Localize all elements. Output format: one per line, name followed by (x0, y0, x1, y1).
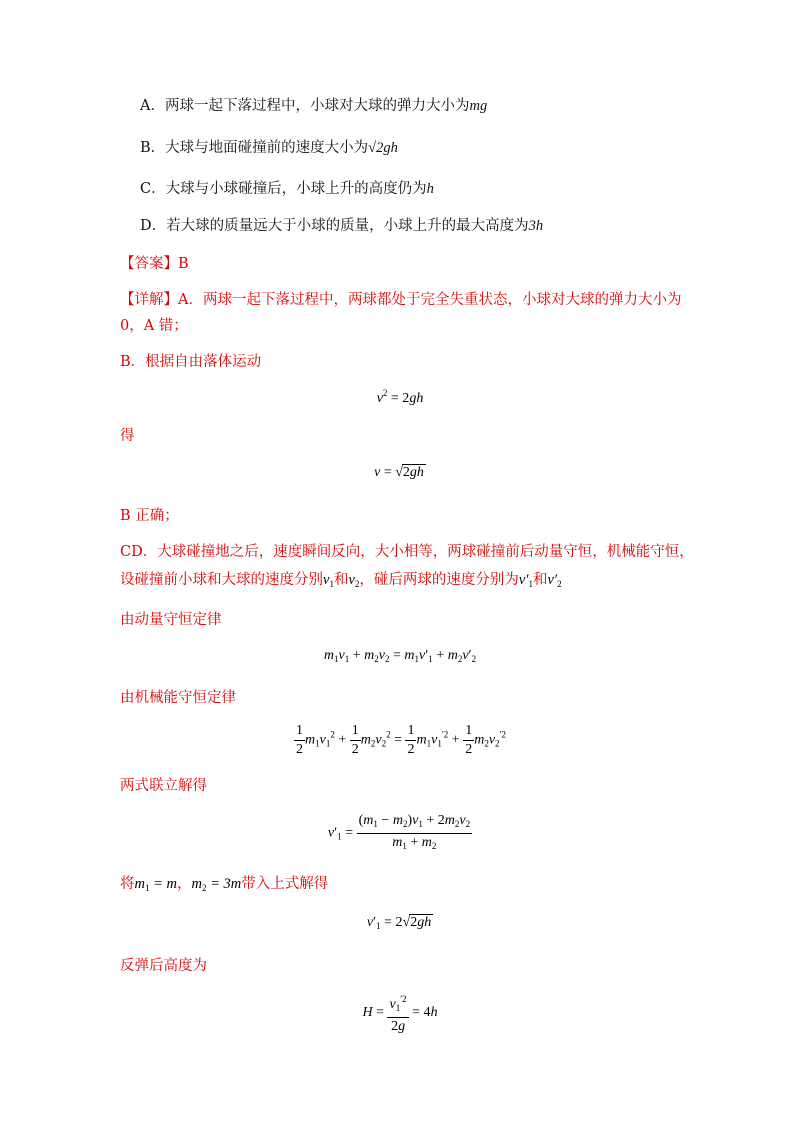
explanation-line-2: 0，A 错； (120, 318, 188, 334)
cd-line-2-b: 和 (333, 572, 349, 588)
v1-prime-symbol: $v'_1$ (518, 572, 533, 589)
option-d-text: D．若大球的质量远大于小球的质量，小球上升的最大高度为 (140, 218, 529, 234)
cd-line-2 (120, 570, 562, 594)
b-correct: B 正确； (120, 508, 179, 524)
substitute-a: 将 (120, 876, 135, 892)
option-c (140, 179, 434, 199)
energy-intro: 由机械能守恒定律 (120, 690, 236, 706)
momentum-intro: 由动量守恒定律 (120, 612, 222, 628)
v1-symbol: $v_1$ (323, 572, 334, 589)
v2-symbol: $v_2$ (348, 572, 360, 589)
option-b (140, 138, 398, 158)
option-a (140, 96, 487, 116)
equation-v1-prime: $v'_1$ = $\frac{(m_1 - m_2)v_1 + 2m_2v_2}{m_1 + m_2}$ (327, 813, 471, 851)
equation-momentum: $m_1v_1 + m_2v_2 = m_1v'_1 + m_2v'_2$ (323, 648, 477, 664)
option-c-text: C．大球与小球碰撞后，小球上升的高度仍为 (140, 181, 427, 197)
m2-equals-3m: $m_2 = 3m$ (191, 876, 242, 893)
option-b-text: B．大球与地面碰撞前的速度大小为 (140, 140, 369, 156)
b-intro: B．根据自由落体运动 (120, 354, 262, 370)
cd-line-1: CD．大球碰撞地之后，速度瞬间反向，大小相等，两球碰撞前后动量守恒，机械能守恒， (120, 544, 694, 560)
substitute-line (120, 874, 328, 898)
equation-height: H = $\frac{v_1^{'2}}{2g}$ = 4h (0, 990, 800, 1036)
option-a-math: mg (469, 98, 488, 114)
equation-v1-prime-value: $v'_1 = 2√2gh$ (366, 915, 432, 931)
m1-equals-m: $m_1 = m$ (134, 876, 177, 893)
solve-intro: 两式联立解得 (120, 778, 207, 794)
cd-line-2-a: 设碰撞前小球和大球的速度分别 (120, 572, 323, 588)
cd-line-2-c: ，碰后两球的速度分别为 (359, 572, 519, 588)
option-c-math: h (426, 181, 434, 197)
v2-prime-symbol: $v'_2$ (547, 572, 562, 589)
answer: 【答案】B (120, 256, 189, 272)
height-intro: 反弹后高度为 (120, 958, 207, 974)
equation-energy: $\frac{1}{2}$ $m_1v_1^2$ + $\frac{1}{2}$ $m_2v_2^2$ = $\frac{1}{2}$ $m_1v_1^{'2}$ + $\frac{1}{2}$ $m_2v_2^{'2}$ (295, 723, 507, 757)
de-text: 得 (120, 428, 135, 444)
explanation-line-1: 【详解】A．两球一起下落过程中，两球都处于完全失重状态，小球对大球的弹力大小为 (120, 292, 682, 308)
substitute-b: ， (177, 876, 192, 892)
option-d-math: 3h (528, 218, 544, 234)
substitute-c: 带入上式解得 (241, 876, 329, 892)
cd-line-2-d: 和 (532, 572, 548, 588)
equation-v: v = √2gh (374, 465, 424, 480)
option-a-text: A．两球一起下落过程中，小球对大球的弹力大小为 (140, 98, 470, 114)
equation-v-squared: $v^2 = 2gh$ (376, 388, 424, 406)
option-b-math: √2gh (368, 140, 398, 156)
option-d (140, 216, 543, 236)
